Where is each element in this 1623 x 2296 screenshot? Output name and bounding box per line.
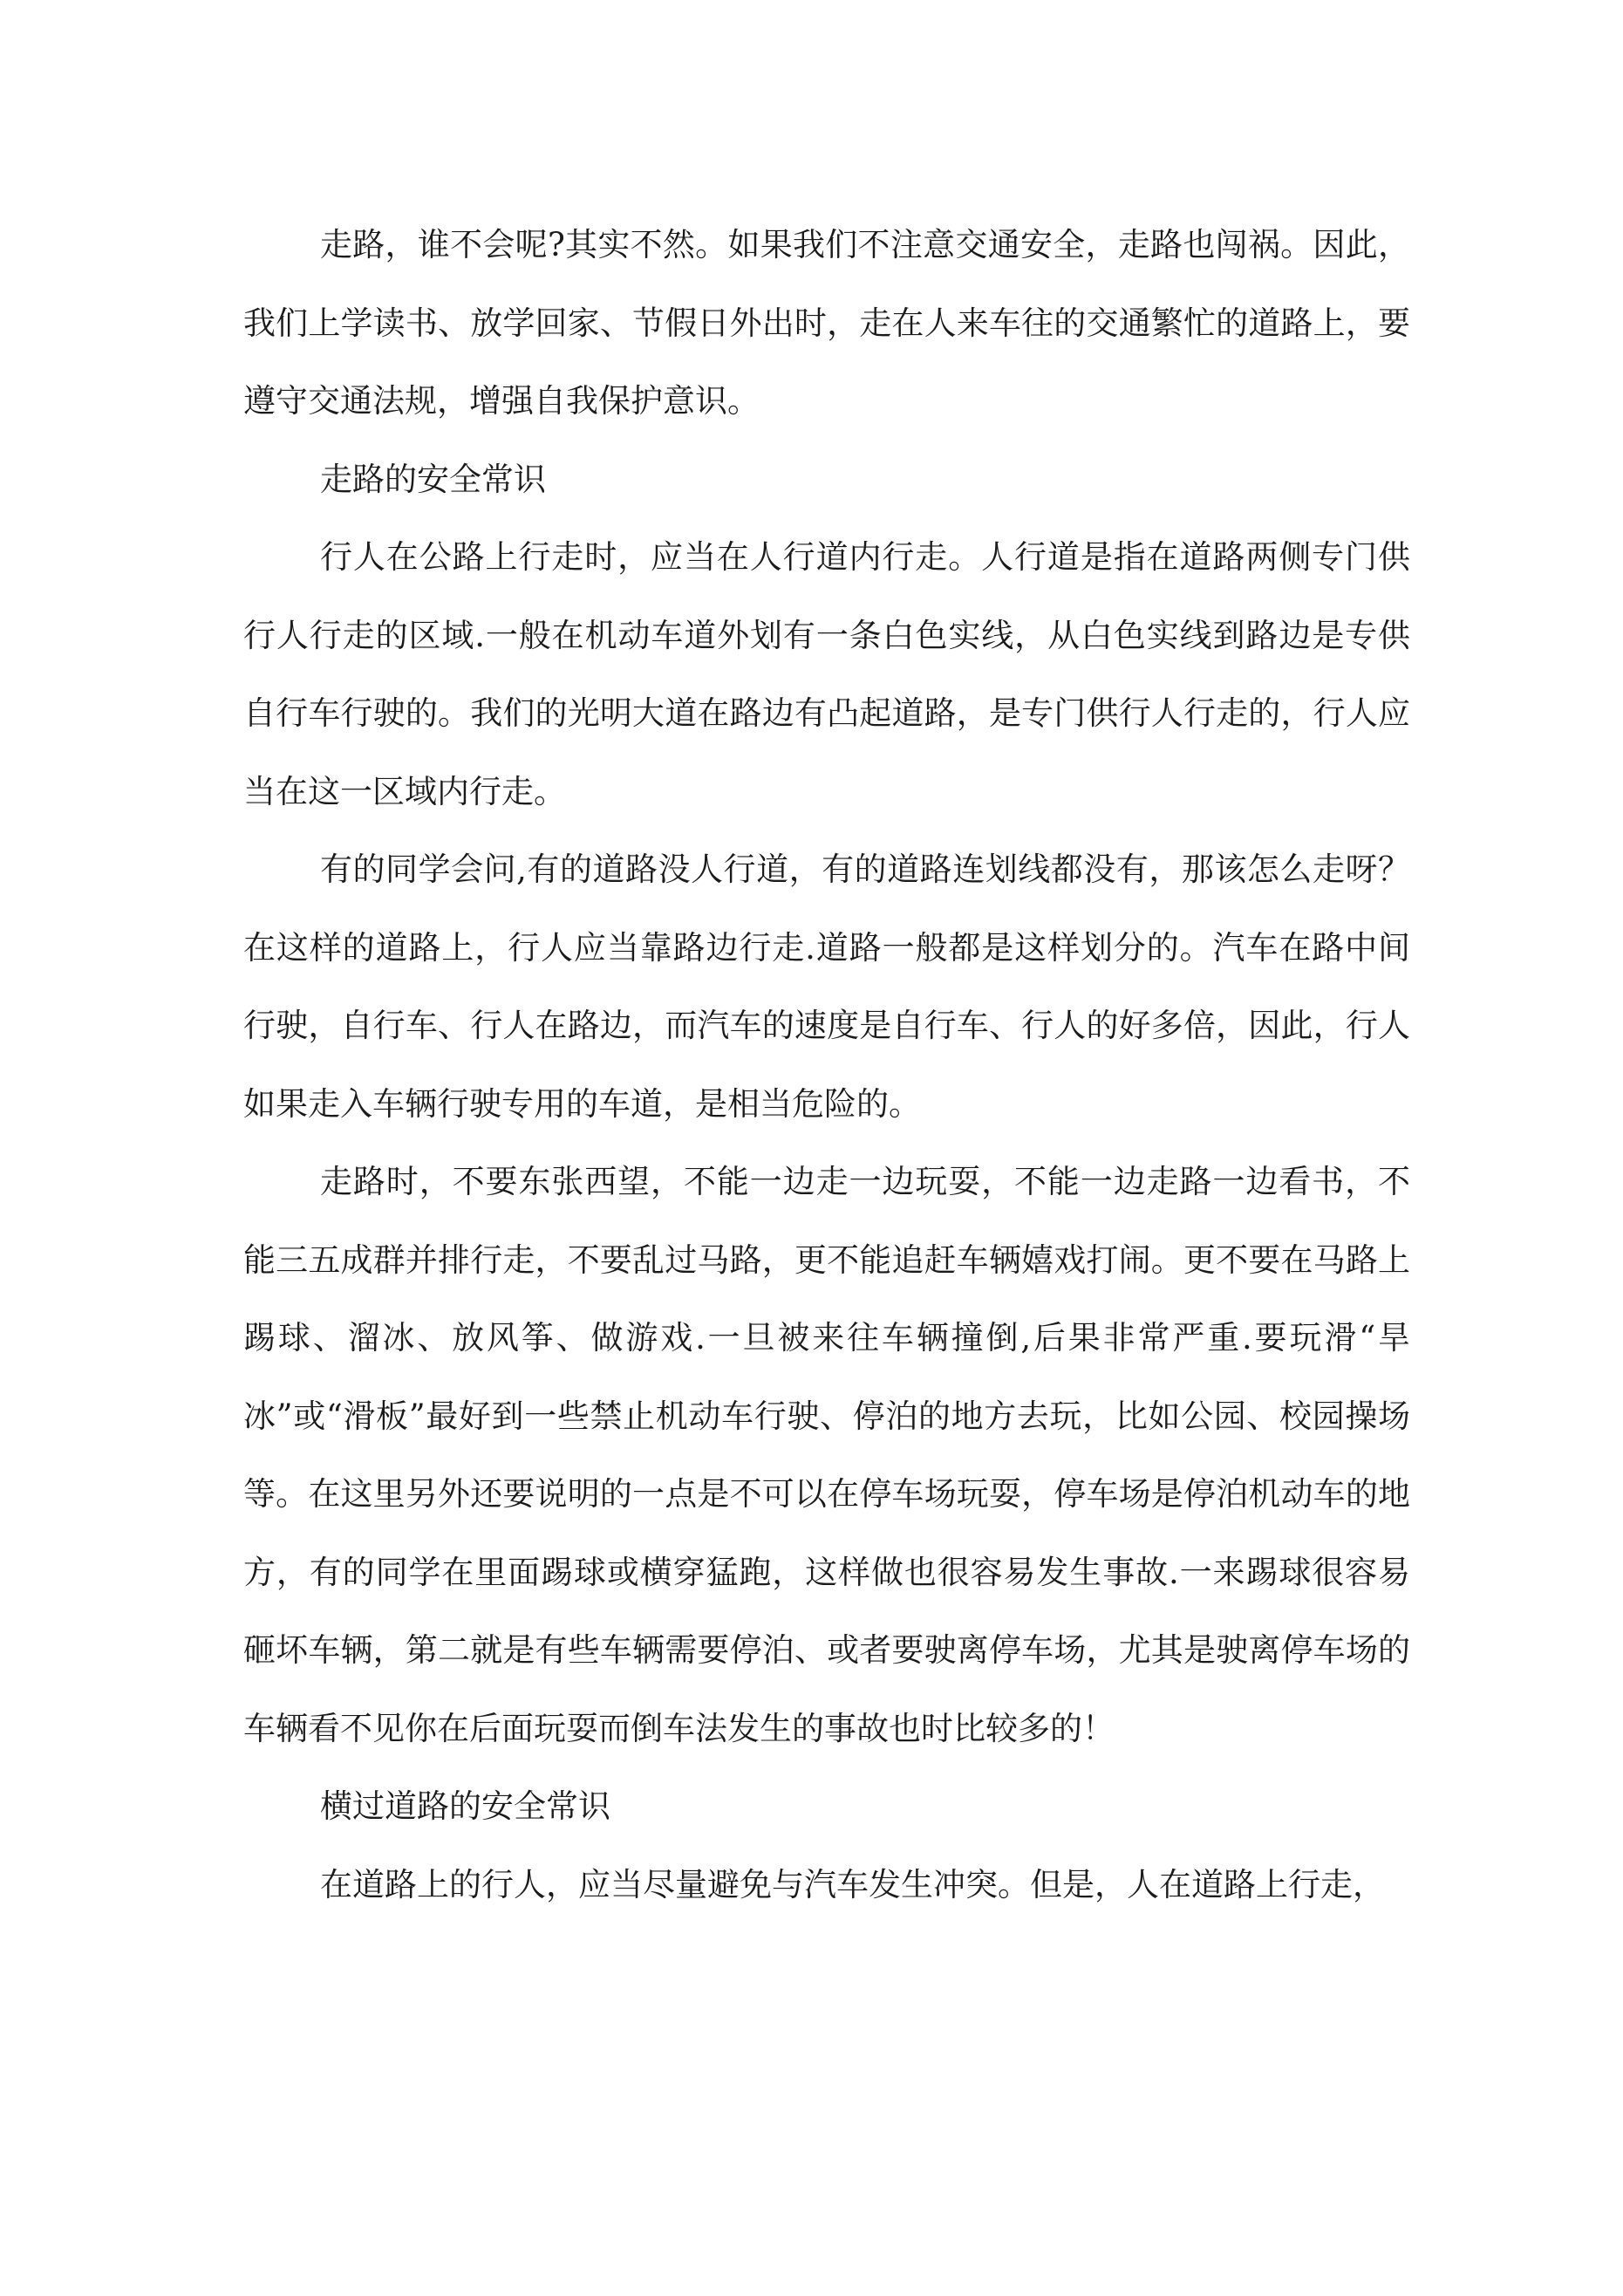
document-body (243, 206, 1410, 1924)
section-heading-crossing-safety: 横过道路的安全常识 (320, 1787, 610, 1825)
paragraph-sidewalk: 行人在公路上行走时，应当在人行道内行走。人行道是指在道路两侧专门供行人行走的区域.一般在机动车道外划有一条白色实线，从白色实线到路边是专供自行车行驶的。我们的光明大道在路边有凸起道路，是专门供行人行走的，行人应当在这一区域内行走。 (243, 538, 1410, 810)
paragraph-walking-behavior: 走路时，不要东张西望，不能一边走一边玩耍，不能一边走路一边看书，不能三五成群并排行走，不要乱过马路，更不能追赶车辆嬉戏打闹。更不要在马路上踢球、溜冰、放风筝、做游戏.一旦被来往车辆撞倒,后果非常严重.要玩滑“旱冰”或“滑板”最好到一些禁止机动车行驶、停泊的地方去玩，比如公园、校园操场等。在这里另外还要说明的一点是不可以在停车场玩耍，停车场是停泊机动车的地方，有的同学在里面踢球或横穿猛跑，这样做也很容易发生事故.一来踢球很容易砸坏车辆，第二就是有些车辆需要停泊、或者要驶离停车场，尤其是驶离停车场的车辆看不见你在后面玩耍而倒车法发生的事故也时比较多的！ (243, 1163, 1410, 1747)
paragraph-no-sidewalk: 有的同学会问,有的道路没人行道，有的道路连划线都没有，那该怎么走呀？在这样的道路上，行人应当靠路边行走.道路一般都是这样划分的。汽车在路中间行驶，自行车、行人在路边，而汽车的速度是自行车、行人的好多倍，因此，行人如果走入车辆行驶专用的车道，是相当危险的。 (243, 851, 1410, 1123)
paragraph-intro: 走路，谁不会呢?其实不然。如果我们不注意交通安全，走路也闯祸。因此，我们上学读书、放学回家、节假日外出时，走在人来车往的交通繁忙的道路上，要遵守交通法规，增强自我保护意识。 (243, 226, 1410, 420)
section-heading-walking-safety: 走路的安全常识 (320, 460, 546, 498)
paragraph-crossing: 在道路上的行人，应当尽量避免与汽车发生冲突。但是，人在道路上行走， (320, 1865, 1385, 1903)
